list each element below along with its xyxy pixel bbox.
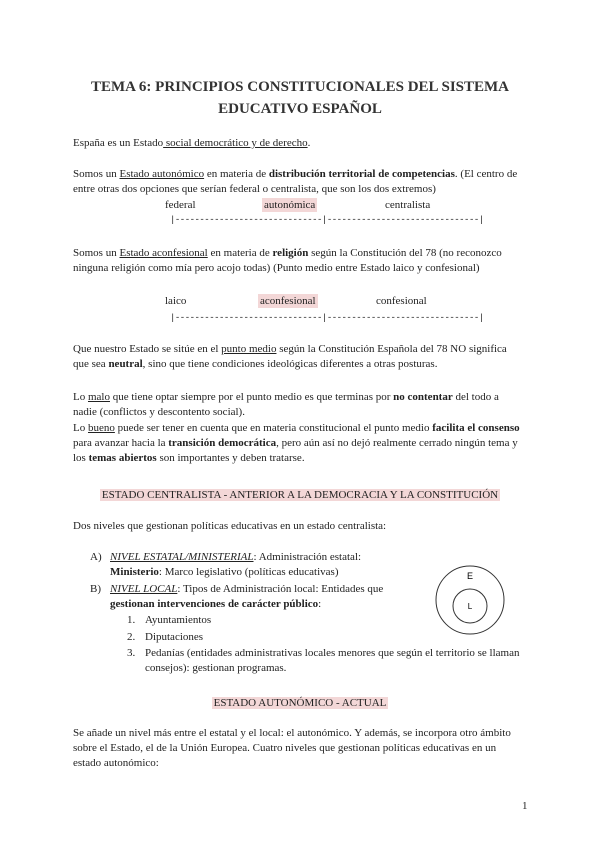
paragraph-autonomico: Somos un Estado autonómico en materia de distribución territorial de competencias. (El centro de entre otras dos opciones que serían federal o centralista, que son los dos extremos): [73, 168, 518, 195]
sublist-item-2: Diputaciones: [145, 631, 204, 643]
scale1-mid-label: autonómica: [264, 199, 316, 211]
heading-centralista: ESTADO CENTRALISTA - ANTERIOR A LA DEMOCRACIA Y LA CONSTITUCIÓN: [101, 489, 499, 501]
paragraph-bueno: Lo bueno puede ser tener en cuenta que en materia constitucional el punto medio facilita el consenso para avanzar hacia la transición democrática, pero aún así no dejó realmente cerrado ningún tema y los temas abiertos son importantes y deben tratarse.: [73, 422, 520, 464]
sublist-item-3: Pedanías (entidades administrativas locales menores que según el territorio se llaman consejos): gestionan programas.: [145, 647, 520, 674]
scale1-left-label: federal: [165, 199, 196, 211]
paragraph-aconfesional: Somos un Estado aconfesional en materia de religión según la Constitución del 78 (no reconozco ninguna religión como mía pero acojo todas) (Punto medio entre Estado laico y confesional): [73, 247, 502, 274]
heading-autonomico: ESTADO AUTONÓMICO - ACTUAL: [213, 697, 387, 709]
page-number: 1: [522, 800, 528, 812]
paragraph-estado: España es un Estado social democrático y de derecho.: [73, 137, 311, 149]
paragraph-dos-niveles: Dos niveles que gestionan políticas educativas en un estado centralista:: [73, 520, 387, 532]
list-marker-b: B): [90, 583, 101, 595]
sublist-marker-1: 1.: [127, 614, 136, 626]
scale2-mid-label: aconfesional: [260, 295, 316, 307]
heading-autonomico-wrap: [0, 693, 600, 711]
nested-levels-diagram: [430, 560, 510, 640]
scale2-left-label: laico: [165, 295, 187, 307]
scale1-line: |------------------------------|-------------------------------|: [170, 215, 484, 225]
sublist-marker-2: 2.: [127, 631, 136, 643]
paragraph-punto-medio: Que nuestro Estado se sitúe en el punto medio según la Constitución Española del 78 NO significa que sea neutral, sino que tiene condiciones ideológicas diferentes a otras posturas.: [73, 343, 507, 370]
outer-circle-label: E: [466, 571, 474, 581]
list-marker-a: A): [90, 551, 102, 563]
page-title: TEMA 6: PRINCIPIOS CONSTITUCIONALES DEL SISTEMA EDUCATIVO ESPAÑOL: [90, 79, 509, 117]
scale2-right-label: confesional: [376, 295, 427, 307]
list-item-a: NIVEL ESTATAL/MINISTERIAL: Administración estatal: Ministerio: Marco legislativo (políticas educativas): [110, 551, 362, 578]
sublist-item-1: Ayuntamientos: [145, 614, 212, 626]
paragraph-malo: Lo malo que tiene optar siempre por el punto medio es que terminas por no contentar del todo a nadie (conflictos y descontento social).: [73, 391, 499, 418]
paragraph-estado-autonomico: Se añade un nivel más entre el estatal y el local: el autonómico. Y además, se incorpora otro ámbito sobre el Estado, el de la Unión Europea. Cuatro niveles que gestionan políticas educativas en un estado autonómico:: [73, 727, 511, 769]
sublist-marker-3: 3.: [127, 647, 136, 659]
inner-circle-label: L: [467, 602, 473, 611]
heading-centralista-wrap: [0, 485, 600, 503]
scale2-line: |------------------------------|-------------------------------|: [170, 313, 484, 323]
list-item-b: NIVEL LOCAL: Tipos de Administración local: Entidades que gestionan intervenciones de carácter público:: [110, 583, 384, 610]
scale1-right-label: centralista: [385, 199, 431, 211]
